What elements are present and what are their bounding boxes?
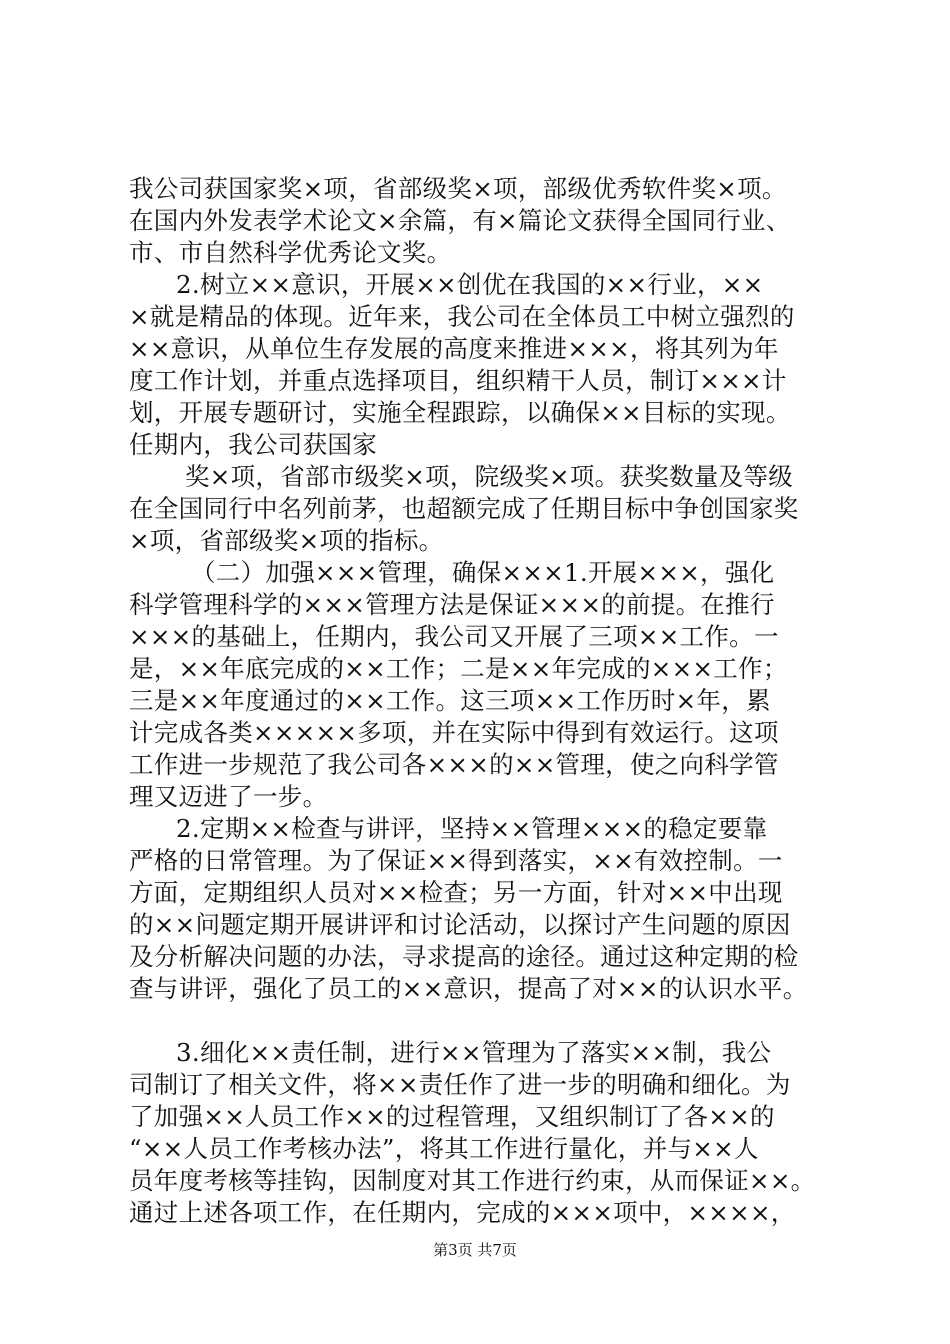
body-text-line: 市、市自然科学优秀论文奖。: [129, 238, 452, 267]
body-text-line: 司制订了相关文件，将××责任作了进一步的明确和细化。为: [129, 1070, 791, 1099]
body-text-line: ×××的基础上，任期内，我公司又开展了三项××工作。一: [129, 622, 779, 651]
body-text-line: 在国内外发表学术论文×余篇，有×篇论文获得全国同行业、: [129, 206, 791, 235]
body-text-line: 划，开展专题研讨，实施全程跟踪，以确保××目标的实现。: [129, 398, 791, 427]
body-text-line: 工作进一步规范了我公司各×××的××管理，使之向科学管: [129, 750, 779, 779]
body-text-line: “××人员工作考核办法”，将其工作进行量化，并与××人: [129, 1134, 759, 1163]
body-text-line: 3.细化××责任制，进行××管理为了落实××制，我公: [176, 1038, 772, 1067]
body-text-line: 了加强××人员工作××的过程管理，又组织制订了各××的: [129, 1102, 775, 1131]
body-text-line: ×项，省部级奖×项的指标。: [129, 526, 444, 555]
body-text-line: 理又迈进了一步。: [129, 782, 328, 811]
body-text-line: 及分析解决问题的办法，寻求提高的途径。通过这种定期的检: [129, 942, 799, 971]
body-text-line: 在全国同行中名列前茅，也超额完成了任期目标中争创国家奖: [129, 494, 799, 523]
body-text-line: 我公司获国家奖×项，省部级奖×项，部级优秀软件奖×项。: [129, 174, 787, 203]
body-text-line: 是，××年底完成的××工作；二是××年完成的×××工作；: [129, 654, 788, 683]
body-text-line: 查与讲评，强化了员工的××意识，提高了对××的认识水平。: [129, 974, 808, 1003]
body-text-line: 计完成各类×××××多项，并在实际中得到有效运行。这项: [129, 718, 779, 747]
body-text-line: 三是××年度通过的××工作。这三项××工作历时×年，累: [129, 686, 771, 715]
body-text-line: 通过上述各项工作，在任期内，完成的×××项中，××××，: [129, 1198, 796, 1227]
body-text-line: ××意识，从单位生存发展的高度来推进×××，将其列为年: [129, 334, 779, 363]
body-text-line: 2.树立××意识，开展××创优在我国的××行业，××: [176, 270, 764, 299]
body-text-line: 方面，定期组织人员对××检查；另一方面，针对××中出现: [129, 878, 783, 907]
body-text-line: 员年度考核等挂钩，因制度对其工作进行约束，从而保证××。: [129, 1166, 816, 1195]
body-text-line: ×就是精品的体现。近年来，我公司在全体员工中树立强烈的: [129, 302, 795, 331]
body-text-line: 严格的日常管理。为了保证××得到落实，××有效控制。一: [129, 846, 783, 875]
body-text-line: 奖×项，省部市级奖×项，院级奖×项。获奖数量及等级: [185, 462, 794, 491]
section-heading-line: （二）加强×××管理，确保×××1.开展×××，强化: [191, 558, 775, 587]
body-text-line: 的××问题定期开展讲评和讨论活动，以探讨产生问题的原因: [129, 910, 791, 939]
page-footer: 第3页 共7页: [433, 1241, 517, 1259]
body-text-line: 任期内，我公司获国家: [129, 430, 377, 459]
body-text-line: 科学管理科学的×××管理方法是保证×××的前提。在推行: [129, 590, 775, 619]
body-text-line: 度工作计划，并重点选择项目，组织精干人员，制订×××计: [129, 366, 787, 395]
body-text-line: 2.定期××检查与讲评，坚持××管理×××的稳定要靠: [176, 814, 768, 843]
